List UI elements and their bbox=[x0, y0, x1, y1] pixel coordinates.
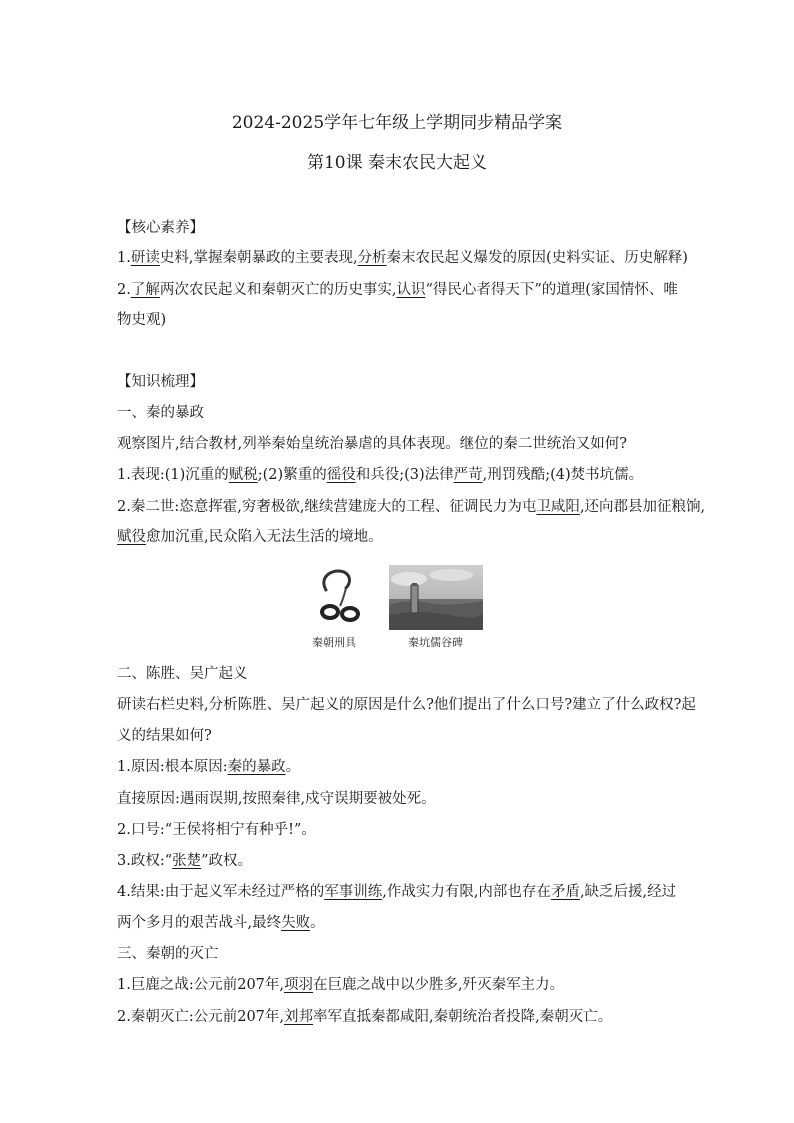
document-title: 2024-2025学年七年级上学期同步精品学案 bbox=[231, 113, 563, 133]
qin-torture-instruments-image bbox=[312, 566, 364, 628]
section-2-result: 4.结果:由于起义军未经过严格的军事训练,作战实力有限,内部也存在矛盾,缺乏后援,经过 bbox=[117, 884, 677, 900]
section-2-intro-continued: 义的结果如何? bbox=[117, 728, 212, 744]
section-2-intro: 研读右栏史料,分析陈胜、吴广起义的原因是什么?他们提出了什么口号?建立了什么政权?起 bbox=[117, 697, 696, 713]
core-item-2-continued: 物史观) bbox=[117, 312, 167, 328]
knowledge-heading: 【知识梳理】 bbox=[117, 374, 204, 390]
section-1-point-2-continued: 赋役愈加沉重,民众陷入无法生活的境地。 bbox=[117, 529, 383, 545]
section-2-direct-cause: 直接原因:遇雨误期,按照秦律,戍守误期要被处死。 bbox=[117, 791, 436, 807]
lesson-title: 第10课 秦末农民大起义 bbox=[306, 153, 488, 173]
section-2-heading: 二、陈胜、吴广起义 bbox=[117, 666, 248, 682]
core-item-2: 2.了解两次农民起义和秦朝灭亡的历史事实,认识“得民心者得天下”的道理(家国情怀、唯 bbox=[117, 282, 678, 298]
section-2-result-continued: 两个多月的艰苦战斗,最终失败。 bbox=[117, 915, 325, 931]
section-1-point-1: 1.表现:(1)沉重的赋税;(2)繁重的徭役和兵役;(3)法律严苛,刑罚残酷;(4)焚书坑儒。 bbox=[117, 467, 644, 483]
core-item-1: 1.研读史料,掌握秦朝暴政的主要表现,分析秦末农民起义爆发的原因(史料实证、历史解释) bbox=[117, 250, 688, 266]
section-1-intro: 观察图片,结合教材,列举秦始皇统治暴虐的具体表现。继位的秦二世统治又如何? bbox=[117, 436, 627, 452]
section-1-point-2: 2.秦二世:恣意挥霍,穷奢极欲,继续营建庞大的工程、征调民力为屯卫咸阳,还向郡县加征粮饷, bbox=[117, 499, 706, 515]
core-heading: 【核心素养】 bbox=[117, 220, 204, 236]
section-2-cause: 1.原因:根本原因:秦的暴政。 bbox=[117, 759, 301, 775]
section-3-point-2: 2.秦朝灭亡:公元前207年,刘邦率军直抵秦都咸阳,秦朝统治者投降,秦朝灭亡。 bbox=[117, 1009, 613, 1025]
section-3-heading: 三、秦朝的灭亡 bbox=[117, 946, 219, 962]
caption-keng-ru-gu-stele: 秦坑儒谷碑 bbox=[408, 636, 463, 649]
section-2-slogan: 2.口号:“王侯将相宁有种乎!”。 bbox=[117, 822, 316, 838]
section-3-point-1: 1.巨鹿之战:公元前207年,项羽在巨鹿之战中以少胜多,歼灭秦军主力。 bbox=[117, 977, 565, 993]
caption-qin-torture-instruments: 秦朝刑具 bbox=[312, 636, 356, 649]
section-1-heading: 一、秦的暴政 bbox=[117, 405, 204, 421]
keng-ru-gu-stele-image bbox=[389, 565, 483, 630]
section-2-regime: 3.政权:“张楚”政权。 bbox=[117, 853, 253, 869]
